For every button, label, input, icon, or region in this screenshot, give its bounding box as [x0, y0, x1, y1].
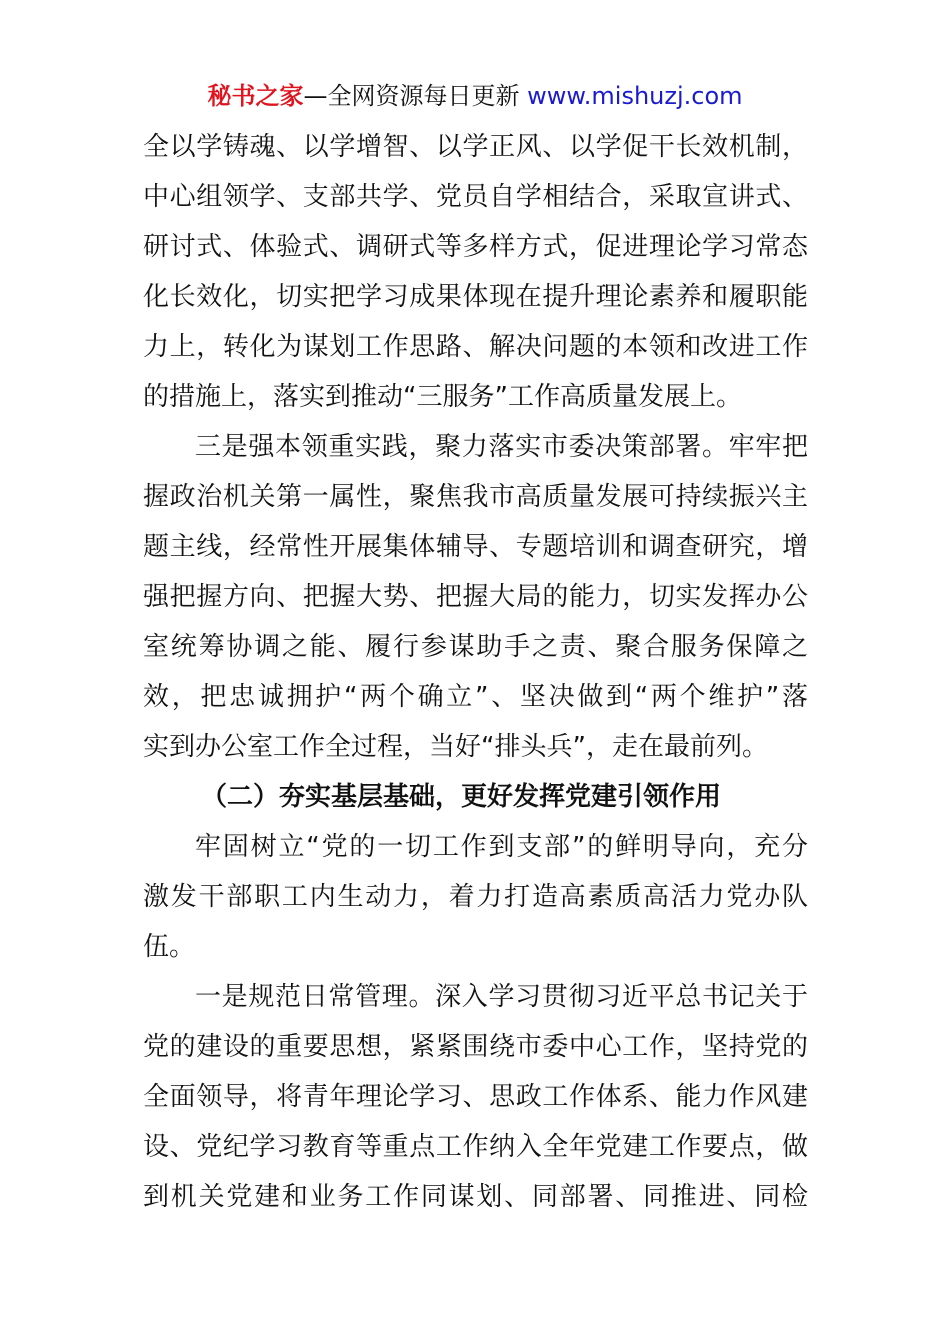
paragraph-start-line: 牢固树立“党的一切工作到支部”的鲜明导向，充分 — [195, 832, 808, 862]
site-brand: 秘书之家 — [207, 82, 304, 110]
site-url-link[interactable]: www.mishuzj.com — [527, 82, 743, 110]
text-line: 全以学铸魂、以学增智、以学正风、以学促干长效机制， — [143, 132, 808, 162]
text-line: 全面领导，将青年理论学习、思政工作体系、能力作风建 — [143, 1082, 808, 1112]
page-header — [0, 80, 950, 112]
paragraph-start-line: 一是规范日常管理。深入学习贯彻习近平总书记关于 — [195, 982, 808, 1012]
text-line: 设、党纪学习教育等重点工作纳入全年党建工作要点，做 — [143, 1132, 808, 1162]
text-line: 题主线，经常性开展集体辅导、专题培训和调查研究，增 — [143, 532, 808, 562]
text-line: 激发干部职工内生动力，着力打造高素质高活力党办队 — [143, 882, 808, 912]
text-line: 实到办公室工作全过程，当好“排头兵”，走在最前列。 — [143, 732, 768, 762]
text-line: 力上，转化为谋划工作思路、解决问题的本领和改进工作 — [143, 332, 808, 362]
text-line: 强把握方向、把握大势、把握大局的能力，切实发挥办公 — [143, 582, 808, 612]
document-body — [143, 122, 808, 1222]
text-line: 室统筹协调之能、履行参谋助手之责、聚合服务保障之 — [143, 632, 808, 662]
text-line: 党的建设的重要思想，紧紧围绕市委中心工作，坚持党的 — [143, 1032, 808, 1062]
text-line: 握政治机关第一属性，聚焦我市高质量发展可持续振兴主 — [143, 482, 808, 512]
paragraph-start-line: 三是强本领重实践，聚力落实市委决策部署。牢牢把 — [195, 432, 808, 462]
text-line: 效，把忠诚拥护“两个确立”、坚决做到“两个维护”落 — [143, 682, 808, 712]
text-line: 的措施上，落实到推动“三服务”工作高质量发展上。 — [143, 382, 742, 412]
text-line: 伍。 — [143, 932, 196, 962]
text-line: 研讨式、体验式、调研式等多样方式，促进理论学习常态 — [143, 232, 808, 262]
text-line: 化长效化，切实把学习成果体现在提升理论素养和履职能 — [143, 282, 808, 312]
text-line: 中心组领学、支部共学、党员自学相结合，采取宣讲式、 — [143, 182, 808, 212]
text-line: 到机关党建和业务工作同谋划、同部署、同推进、同检 — [143, 1182, 808, 1212]
section-heading: （二）夯实基层基础，更好发挥党建引领作用 — [201, 782, 722, 812]
site-tagline: —全网资源每日更新 — [303, 82, 528, 110]
